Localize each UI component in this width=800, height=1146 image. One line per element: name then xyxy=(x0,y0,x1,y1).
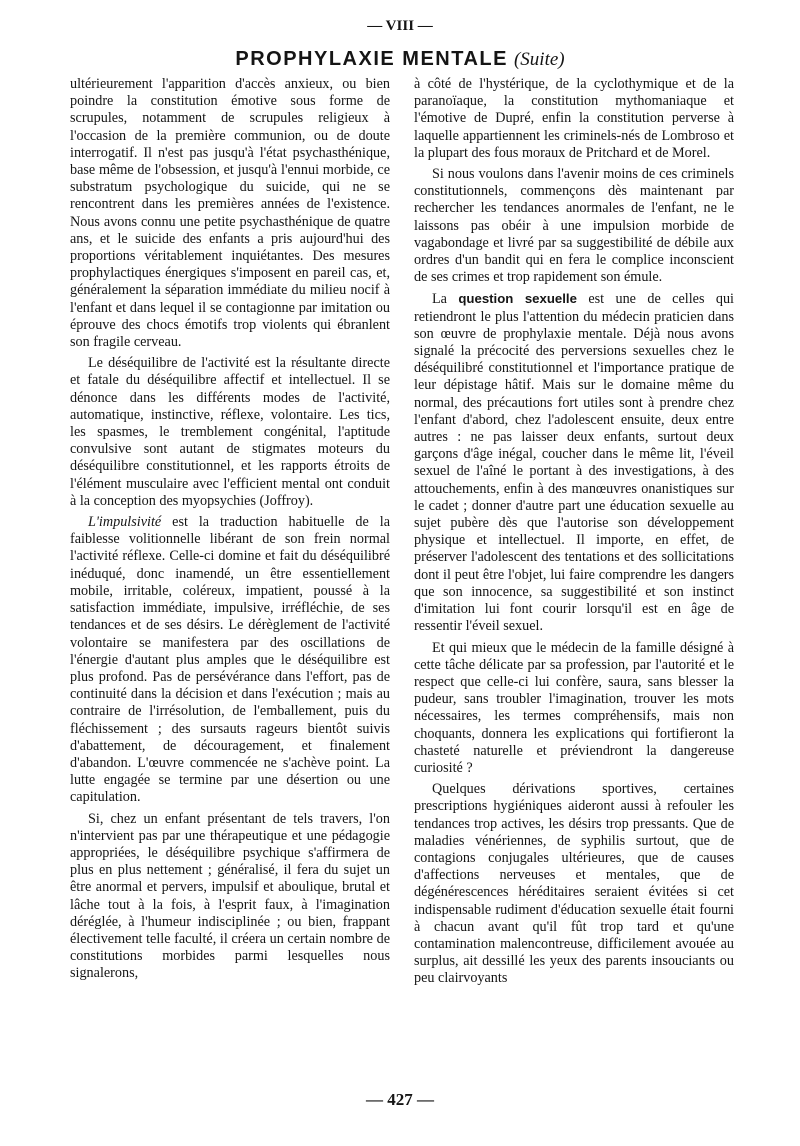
term-question-sexuelle: question sexuelle xyxy=(458,291,577,307)
section-folio: — VIII — xyxy=(367,18,433,34)
paragraph: à côté de l'hystérique, de la cyclothymique et de la paranoïaque, la constitution mythomaniaque et l'émotive de Dupré, enfin la constitution perverse à laquelle appartiennent les criminels-nés de Lombroso et la plupart des fous moraux de Pritchard et de Morel. xyxy=(414,76,734,161)
paragraph: Quelques dérivations sportives, certaines prescriptions hygiéniques aideront aussi à refouler les tendances trop actives, les désirs trop pressants. Que de maladies vénériennes, de syphilis surtout, que de contagions conjugales ultérieures, que de causes d'affections nerveuses et mentales, que de dégénérescences héréditaires seraient évitées si cet indispensable rudiment d'éducation sexuelle était fourni à chacun avant qu'il fût trop tard et qu'une contamination malencontreuse, difficilement avouée au surplus, ait dessillé les yeux des parents insouciants ou peu clairvoyants xyxy=(414,781,734,987)
page-title xyxy=(0,48,800,71)
paragraph xyxy=(414,290,734,635)
paragraph: Si, chez un enfant présentant de tels travers, l'on n'intervient pas par une thérapeutique et une pédagogie appropriées, le déséquilibre psychique s'affirmera de plus en plus nettement ; généralisé, il fera du sujet un être anormal et pervers, impulsif et aboulique, brutal et lâche tout à la fois, à l'esprit faux, à l'imagination déréglée, à l'humeur indisciplinée ; ou bien, frappant électivement telle faculté, il créera un certain nombre de constitutions morbides parmi lesquelles nous signalerons, xyxy=(70,810,390,982)
paragraph-text: est une de celles qui retiendront le plus l'attention du médecin praticien dans son œuvre de prophylaxie mentale. Déjà nous avons signalé la précocité des perversions sexuelles chez le déséquilibré constitutionnel et l'importance pratique de leur dépistage hâtif. Mais sur le domaine même du normal, des précautions fort utiles sont à prendre chez l'enfant d'abord, chez l'adolescent ensuite, deux entre autres : ne pas laisser deux enfants, surtout deux garçons d'âge inégal, coucher dans le même lit, l'éveil sexuel de l'aîné le portant à des investigations, à des attouchements, enfin à des manœuvres onanistiques sur le cadet ; donner d'autre part une éducation sexuelle au sujet pubère dès que l'autorise son développement physique et intellectuel. Il importe, en effet, de préserver l'adolescent des tentations et des sollicitations dont il peut être l'objet, lui faire comprendre les dangers que son innocence, sa suggestibilité et son instinct d'imitation lui font courir lorsqu'il est en âge de ressentir l'éveil sexuel. xyxy=(414,291,734,635)
paragraph-text: est la traduction habituelle de la faiblesse volitionnelle libérant de son frein normal l'activité réflexe. Celle-ci domine et fait du déséquilibré inéduqué, donc inamendé, un être essentiellement mobile, irritable, coléreux, impatient, poussé à la satisfaction immédiate, impulsive, irréfléchie, de ses tendances et de ses désirs. Le dérèglement de l'activité volontaire se manifestera par des oscillations de l'énergie d'autant plus amples que le déséquilibre est plus profond. Pas de persévérance dans l'effort, pas de continuité dans la décision et dans l'exécution ; mais au contraire de l'irrésolution, de l'emballement, puis du fléchissement ; des sursauts rageurs bientôt suivis d'abattement, de découragement, et finalement d'abandon. L'œuvre commencée ne s'achève point. La lutte engagée se termine par une désertion ou une capitulation. xyxy=(70,514,390,806)
paragraph-lead: La xyxy=(432,291,459,308)
title-subtitle: (Suite) xyxy=(513,49,565,70)
left-column xyxy=(70,76,390,983)
paragraph: Si nous voulons dans l'avenir moins de ces criminels constitutionnels, commençons dès maintenant par rechercher les tendances anormales de l'enfant, ne le laissons pas obéir à une impulsion morbide de vagabondage et livré par sa suggestibilité de débile aux ordres d'un bandit qui en fera le complice inconscient de ses crimes et trop rapidement son émule. xyxy=(414,166,734,286)
paragraph: Le déséquilibre de l'activité est la résultante directe et fatale du déséquilibre affectif et intellectuel. Il se dénonce dans les différents modes de l'activité, automatique, instinctive, réflexe, volontaire. Les tics, les spasmes, le tremblement congénital, l'aptitude convulsive sont autant de stigmates moteurs du déséquilibre constitutionnel, et les rapports étroits de l'élément musculaire avec l'efficient mental ont conduit à la conception des myopsychies (Joffroy). xyxy=(70,355,390,509)
paragraph: ultérieurement l'apparition d'accès anxieux, ou bien poindre la constitution émotive sous forme de scrupules, notamment de scrupules religieux à l'occasion de la première communion, ou de doute interrogatif. Il n'est pas jusqu'à l'état psychasthénique, base même de l'obsession, et jusqu'à l'ennui morbide, ce substratum psychologique du suicide, qui ne se rencontrent dans les premières années de l'existence. Nous avons connu une petite psychasthénique de quatre ans, et le suicide des enfants a pris aujourd'hui des proportions véritablement inquiétantes. Des mesures prophylactiques énergiques s'imposent en pareil cas, et, généralement la séparation immédiate du milieu nocif à l'enfant et dans lequel il se contagionne par imitation ou éprouve des chocs émotifs trop violents qui ébranlent son fragile cerveau. xyxy=(70,76,390,351)
title-text: PROPHYLAXIE MENTALE xyxy=(235,48,508,70)
term-impulsivite: L'impulsivité xyxy=(88,514,162,531)
page-number: — 427 — xyxy=(366,1090,434,1109)
right-column xyxy=(414,76,734,988)
paragraph: Et qui mieux que le médecin de la famille désigné à cette tâche délicate par sa profession, par l'autorité et le respect que celle-ci lui confère, saura, sans blesser la pudeur, sans troubler l'imagination, trouver les mots nécessaires, les termes compréhensifs, mais non choquants, donnera les explications qui fortifieront la chasteté naturelle et préviendront la dangereuse curiosité ? xyxy=(414,639,734,776)
paragraph xyxy=(70,514,390,806)
